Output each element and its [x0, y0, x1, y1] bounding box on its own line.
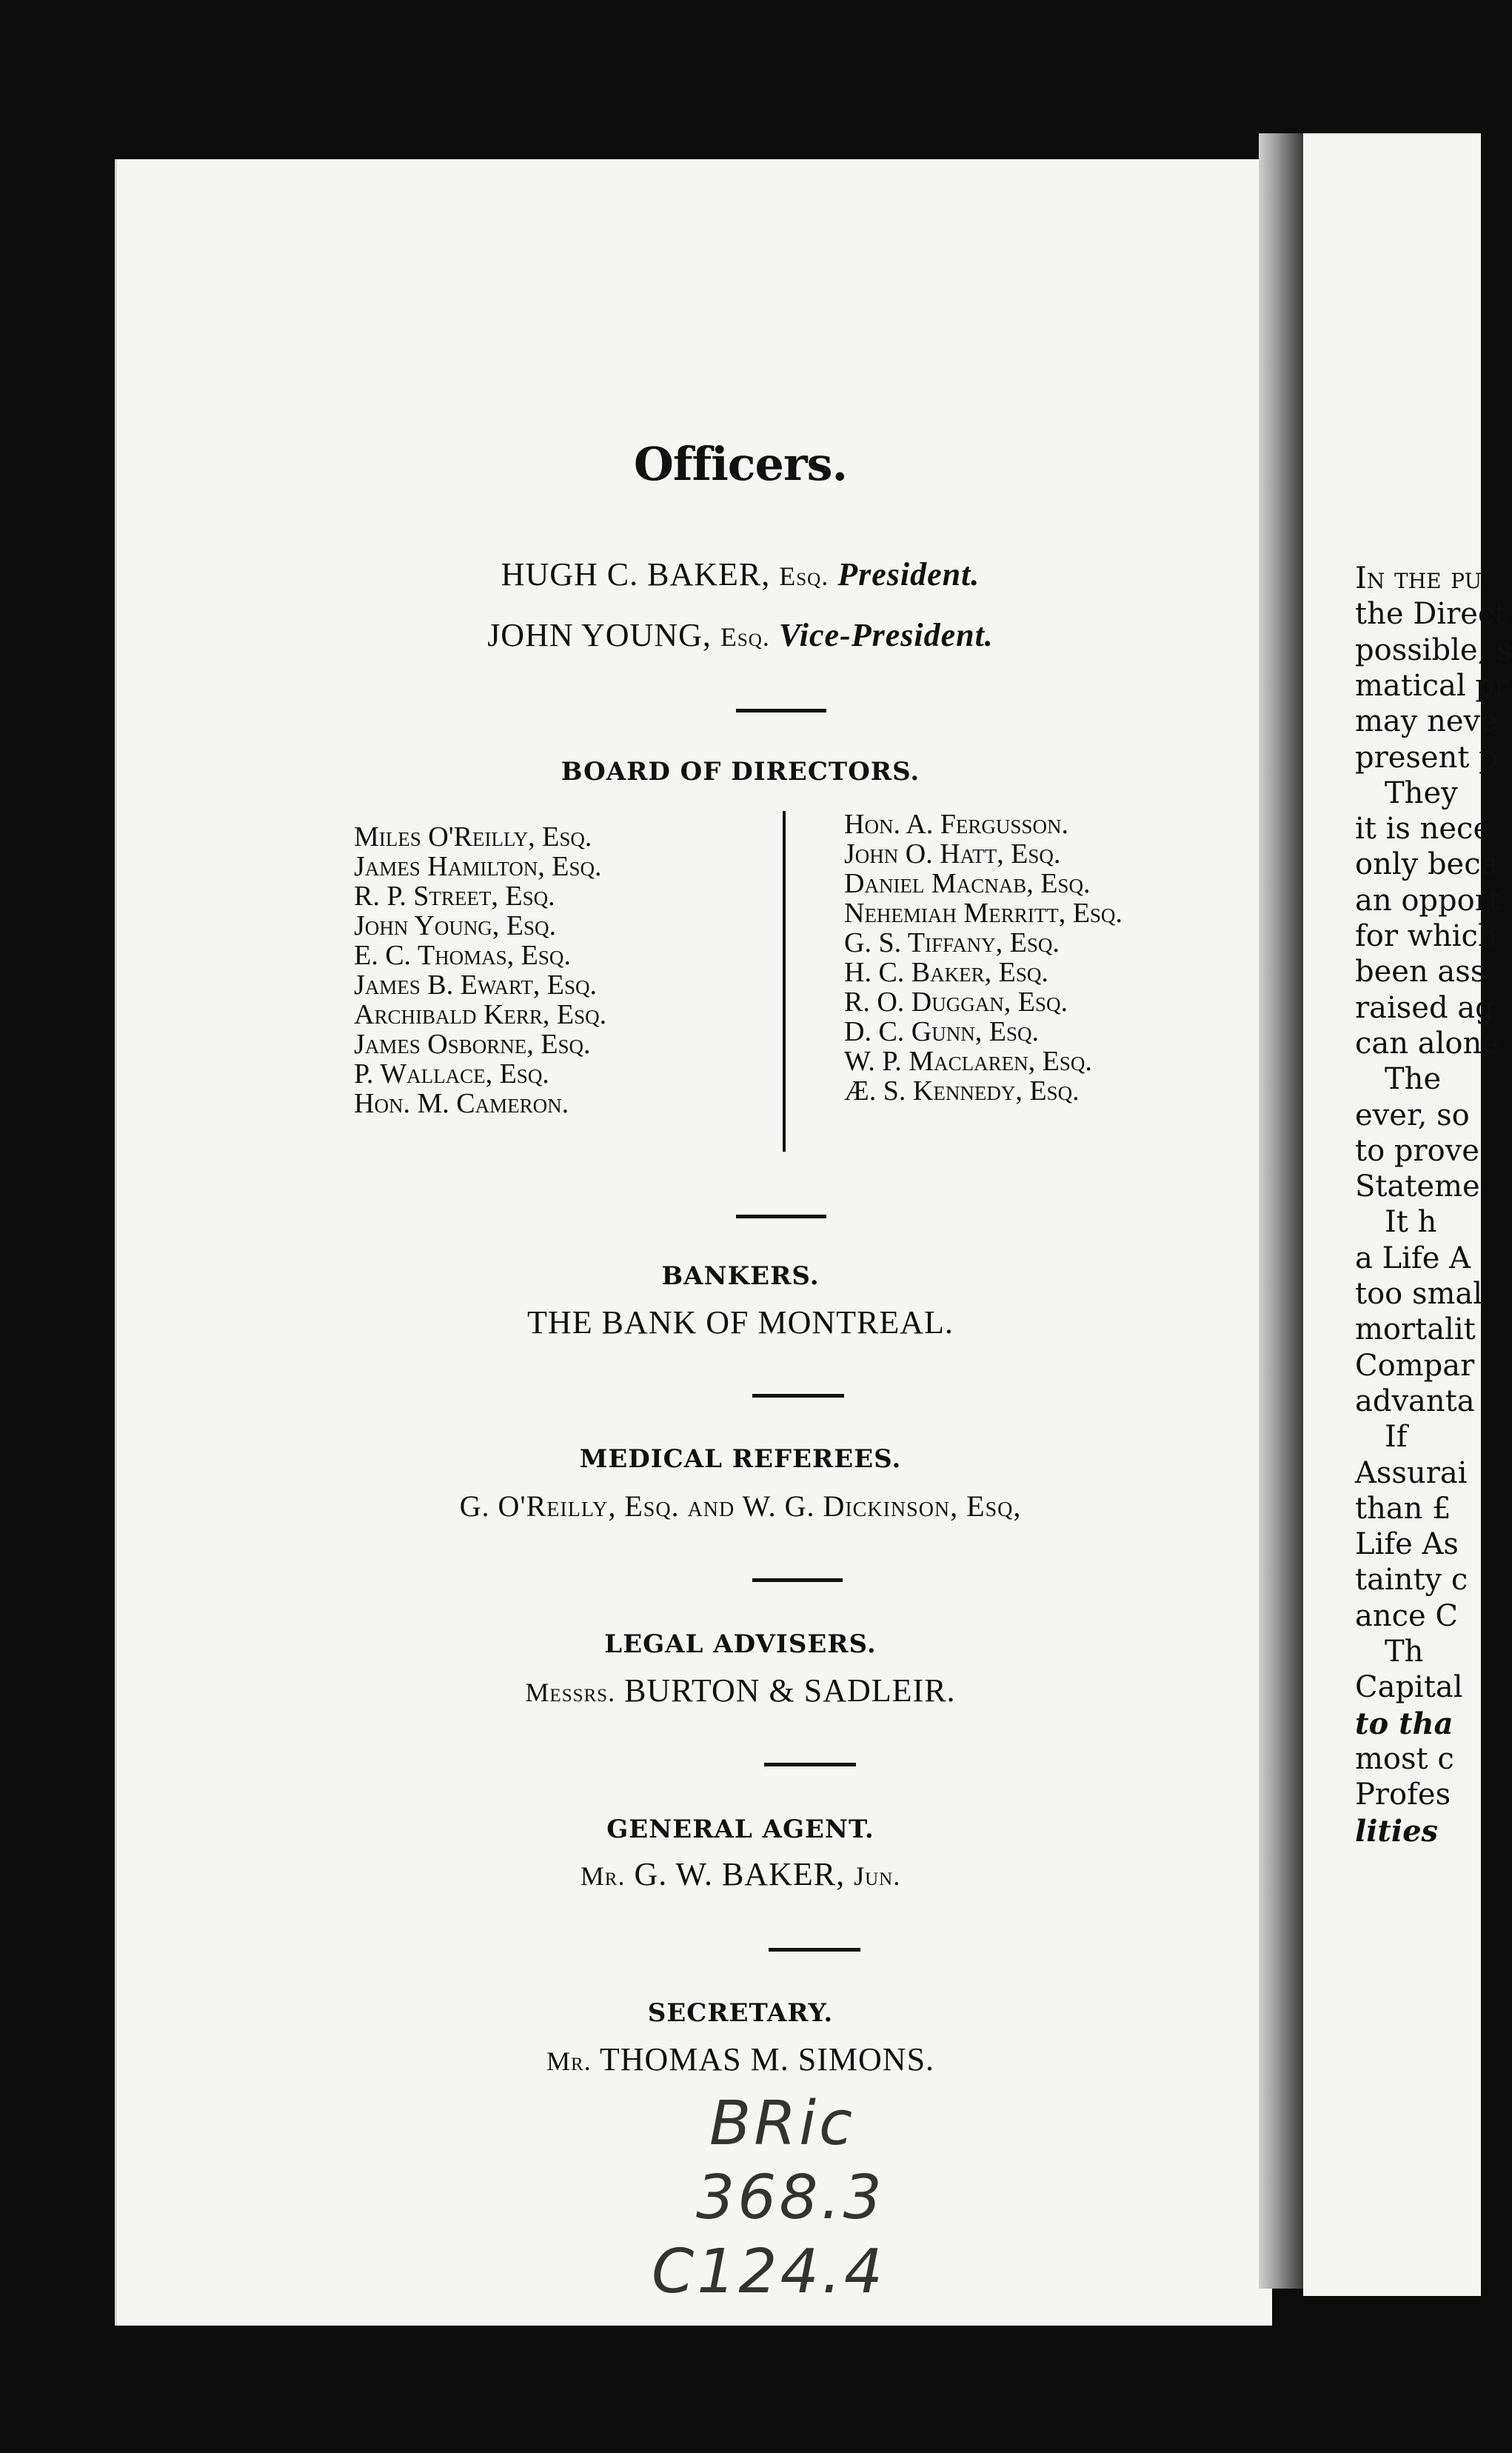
president-line [0, 555, 1481, 593]
right-page-text-line: The [1385, 1062, 1442, 1097]
director-name: E. C. Thomas, Esq. [354, 940, 571, 971]
right-page-text-line: lities [1355, 1813, 1439, 1849]
director-name: Miles O'Reilly, Esq. [354, 821, 592, 852]
director-name: H. C. Baker, Esq. [844, 957, 1048, 988]
right-page-text-line: ever, so [1355, 1098, 1470, 1132]
legal-title: LEGAL ADVISERS. [604, 1629, 877, 1659]
medical-body: G. O'Reilly, Esq. and W. G. Dickinson, Esq, [459, 1489, 1022, 1523]
right-page-text-line: an opport [1355, 883, 1501, 918]
right-page-text-line: been ass [1355, 955, 1486, 989]
agent-line [0, 1855, 1481, 1893]
right-page-text-line: can alone [1355, 1026, 1499, 1061]
vice-president-line [0, 616, 1481, 654]
director-name: Archibald Kerr, Esq. [354, 999, 607, 1030]
right-page-text-line: the Direct [1355, 597, 1507, 632]
director-name: Nehemiah Merritt, Esq. [844, 898, 1123, 929]
right-page-text-line: In the pu [1355, 561, 1482, 595]
president-name: HUGH C. BAKER, [501, 556, 771, 593]
secretary-body: THOMAS M. SIMONS. [599, 2041, 935, 2077]
director-name: P. Wallace, Esq. [354, 1058, 549, 1089]
director-name: James Osborne, Esq. [354, 1029, 591, 1060]
right-page-text-line: too smal [1355, 1277, 1483, 1311]
right-page-text-line: They [1385, 775, 1458, 810]
right-page-text-line: to prove [1355, 1133, 1479, 1168]
divider [736, 709, 826, 712]
agent-suffix: Jun. [854, 1861, 901, 1891]
right-page-text-line: for which [1355, 919, 1497, 953]
handwritten-callmark-line1: BRic [709, 2089, 856, 2159]
right-page-text-line: Capital [1355, 1670, 1463, 1705]
divider [769, 1948, 860, 1952]
right-page-text-line: to tha [1355, 1706, 1454, 1741]
bankers-title: BANKERS. [661, 1261, 820, 1291]
president-role: President. [837, 556, 980, 593]
vice-president-name: JOHN YOUNG, [487, 617, 712, 653]
right-page-text-line: only beca [1355, 847, 1499, 882]
page-heading: Officers. [633, 437, 848, 491]
director-name: R. P. Street, Esq. [354, 881, 555, 912]
right-page-text-line: advanta [1355, 1384, 1475, 1418]
vice-president-role: Vice-President. [778, 617, 994, 653]
right-page-text-line: it is nece [1355, 812, 1491, 847]
right-page-text-line: Profes [1355, 1778, 1451, 1812]
right-page-text-line: Th [1385, 1635, 1424, 1669]
secretary-prefix: Mr. [546, 2046, 592, 2076]
director-name: Æ. S. Kennedy, Esq. [844, 1075, 1080, 1107]
legal-line [0, 1672, 1481, 1709]
divider [752, 1394, 844, 1398]
director-name: R. O. Duggan, Esq. [844, 987, 1068, 1018]
director-name: Daniel Macnab, Esq. [844, 868, 1091, 899]
right-page-text-line: Assurai [1355, 1455, 1468, 1490]
director-name: John Young, Esq. [354, 910, 557, 941]
director-name: D. C. Gunn, Esq. [844, 1016, 1039, 1047]
director-name: John O. Hatt, Esq. [844, 838, 1061, 870]
right-page-text-line: most c [1355, 1741, 1454, 1776]
director-name: James B. Ewart, Esq. [354, 969, 597, 1001]
divider [736, 1215, 826, 1218]
right-page-text-line: Stateme [1355, 1169, 1480, 1204]
right-page-text-line: It h [1385, 1205, 1437, 1240]
right-page-text-line: may neve [1355, 704, 1498, 739]
divider [764, 1763, 856, 1766]
agent-body: G. W. BAKER, [634, 1856, 846, 1892]
right-page-text-line: If [1385, 1420, 1408, 1455]
agent-prefix: Mr. [580, 1861, 626, 1891]
board-title: BOARD OF DIRECTORS. [561, 757, 920, 787]
director-name: Hon. A. Fergusson. [844, 809, 1068, 840]
board-divider-line [783, 811, 786, 1152]
director-name: James Hamilton, Esq. [354, 851, 602, 882]
bankers-body: THE BANK OF MONTREAL. [527, 1304, 954, 1341]
secretary-line [0, 2040, 1481, 2078]
handwritten-callmark-line2: 368.3 [696, 2163, 885, 2233]
legal-prefix: Messrs. [525, 1678, 616, 1707]
board-right-column [844, 810, 1123, 1106]
right-page-text-line: tainty c [1355, 1563, 1468, 1598]
right-page-text-line: present p [1355, 740, 1498, 775]
right-page-text-line: Life As [1355, 1527, 1459, 1562]
secretary-title: SECRETARY. [647, 1998, 834, 2028]
handwritten-callmark-line3: C124.4 [652, 2237, 886, 2307]
right-page-text-line: raised ag [1355, 990, 1494, 1025]
divider [752, 1578, 843, 1582]
right-page-text-line: mortalit [1355, 1312, 1476, 1347]
vice-president-esq: Esq. [720, 622, 770, 652]
president-esq: Esq. [779, 561, 829, 591]
right-page-text-line: a Life A [1355, 1241, 1471, 1275]
medical-title: MEDICAL REFEREES. [579, 1444, 902, 1474]
agent-title: GENERAL AGENT. [606, 1815, 874, 1844]
right-page-text-line: possible, s [1355, 633, 1512, 667]
legal-body: BURTON & SADLEIR. [624, 1672, 956, 1709]
board-left-column [354, 822, 606, 1118]
right-page-text-line: matical pr [1355, 668, 1509, 703]
director-name: W. P. Maclaren, Esq. [844, 1046, 1092, 1077]
director-name: Hon. M. Cameron. [354, 1088, 569, 1119]
right-page-text-line: ance C [1355, 1598, 1459, 1633]
right-page-text-line: than £ [1355, 1491, 1451, 1526]
director-name: G. S. Tiffany, Esq. [844, 927, 1060, 958]
right-page-text-line: Compar [1355, 1348, 1475, 1383]
